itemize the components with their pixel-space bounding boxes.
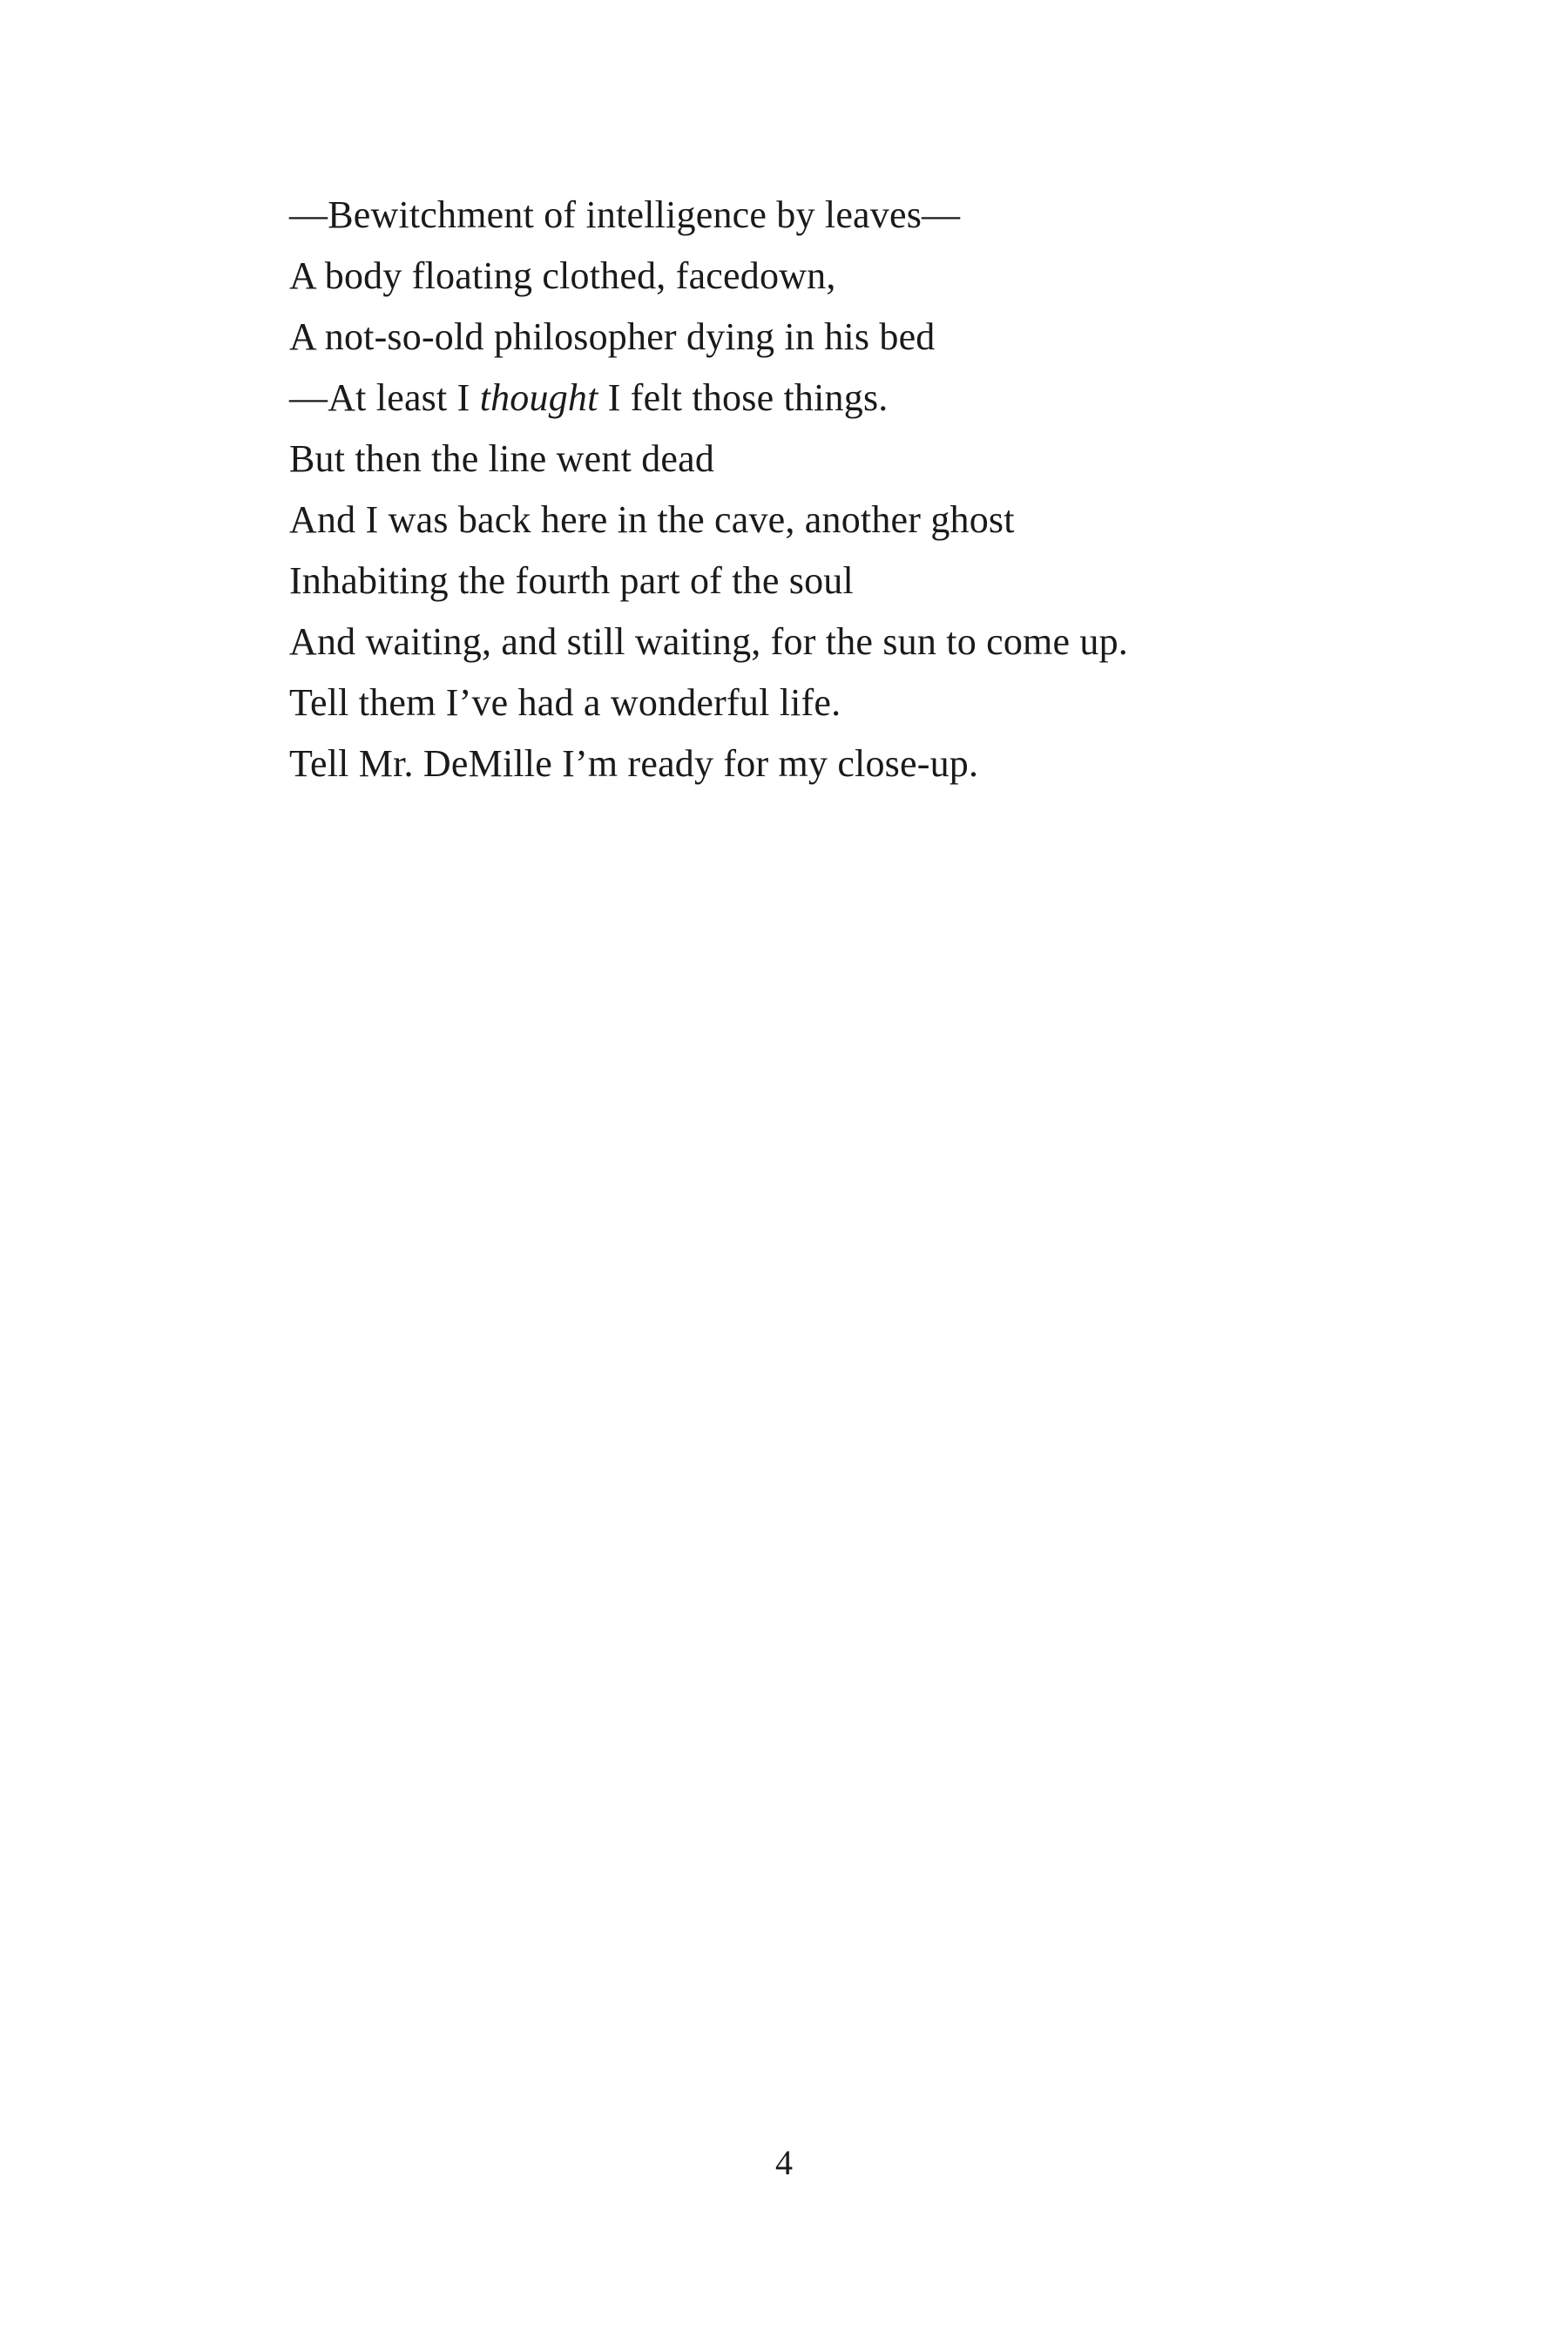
poem-stanza <box>289 185 1128 794</box>
poem-line: And waiting, and still waiting, for the sun to come up. <box>289 620 1128 663</box>
poem-line: Inhabiting the fourth part of the soul <box>289 559 854 602</box>
poem-line-text: I felt those things. <box>598 376 889 419</box>
poem-line-text: —At least I <box>289 376 480 419</box>
poem-line <box>289 368 1128 429</box>
poem-line: Tell them I’ve had a wonderful life. <box>289 681 841 724</box>
poem-line: A body floating clothed, facedown, <box>289 254 836 297</box>
poem-line: A not-so-old philosopher dying in his bed <box>289 315 936 358</box>
poem-line: —Bewitchment of intelligence by leaves— <box>289 193 961 236</box>
poem-line-emphasis: thought <box>479 376 598 419</box>
poem-line: And I was back here in the cave, another ghost <box>289 498 1015 541</box>
page-number: 4 <box>775 2143 793 2182</box>
poem-line: Tell Mr. DeMille I’m ready for my close-up. <box>289 742 979 785</box>
poem-line: But then the line went dead <box>289 437 715 480</box>
